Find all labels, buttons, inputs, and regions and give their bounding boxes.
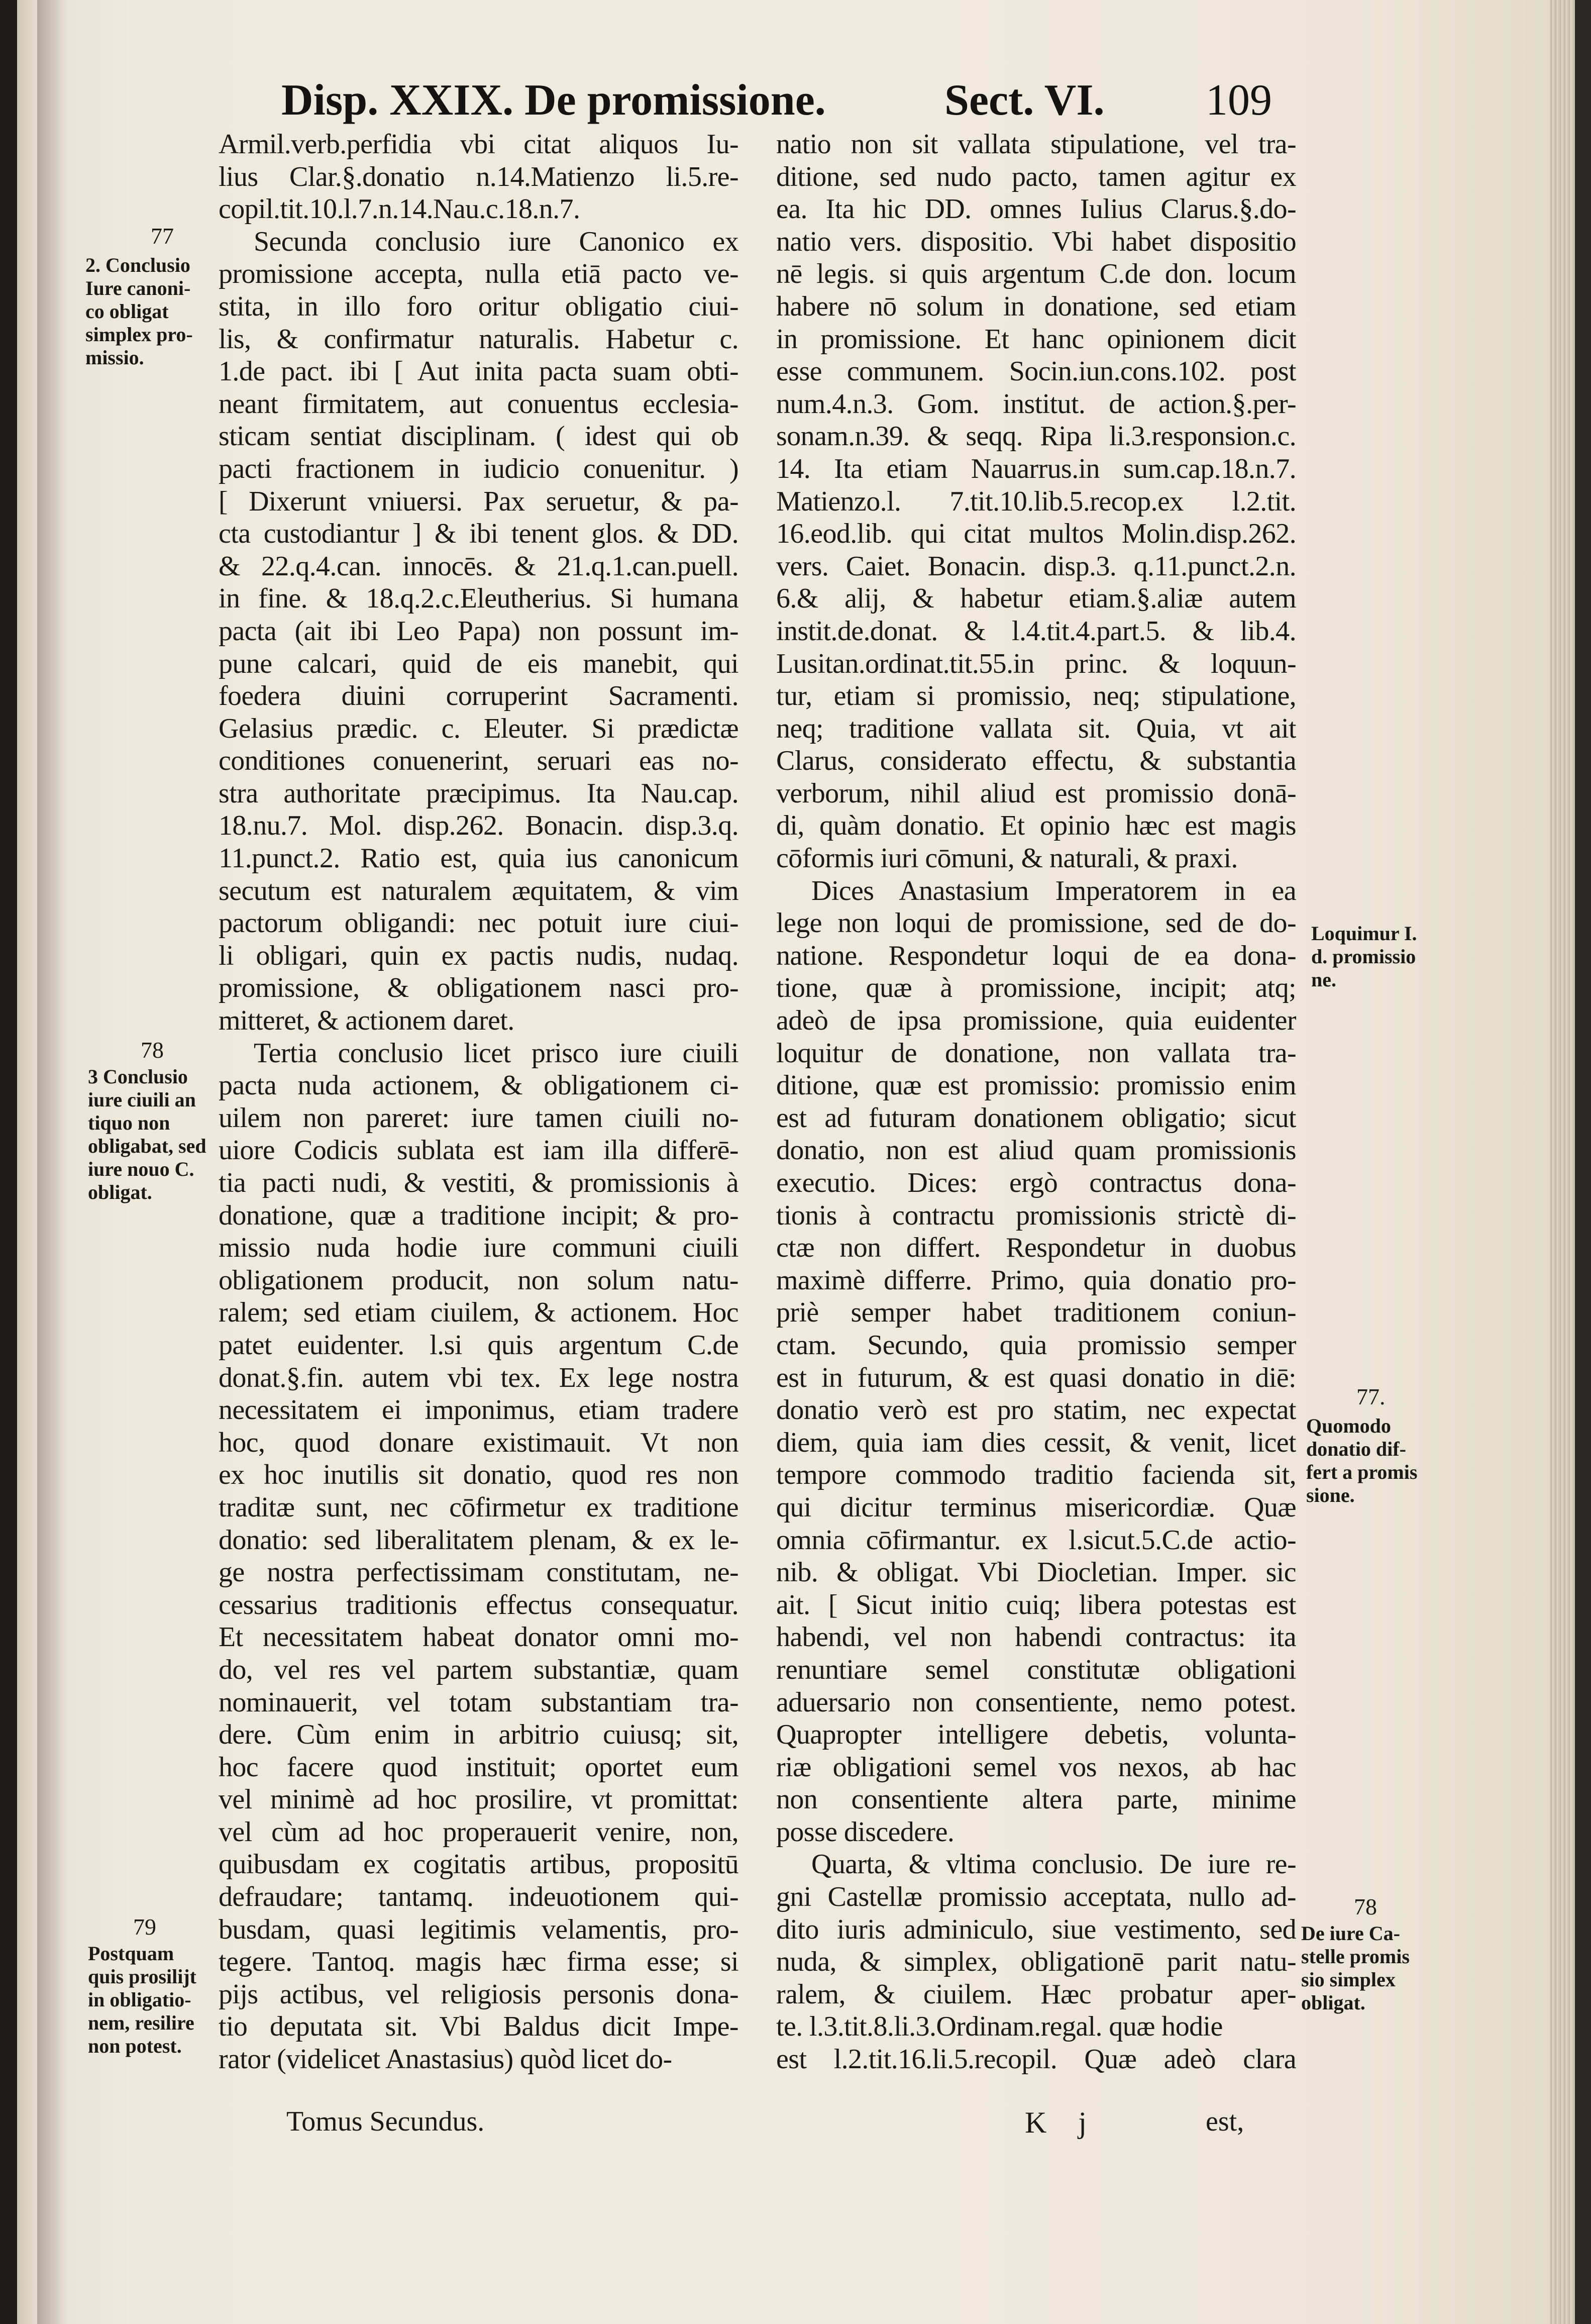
text-line: hoc, quod donare existimauit. Vt non — [219, 1427, 738, 1458]
text-line: adeò de ipsa promissione, quia euidenter — [776, 1005, 1296, 1037]
text-line: [ Dixerunt vniuersi. Pax seruetur, & pa- — [219, 485, 738, 517]
text-line: cōformis iuri cōmuni, & naturali, & praxi. — [776, 843, 1238, 874]
margin-note-number: 78 — [141, 1037, 164, 1063]
text-line: ex hoc inutilis sit donatio, quod res non — [219, 1459, 738, 1491]
text-line: 1.de pact. ibi [ Aut inita pacta suam obti- — [219, 356, 738, 387]
text-line: mitteret, & actionem daret. — [219, 1005, 514, 1037]
text-line: pune calcari, quid de eis manebit, qui — [219, 648, 738, 679]
facing-page-edge — [17, 0, 37, 2324]
text-line: 11.punct.2. Ratio est, quia ius canonicum — [219, 843, 738, 874]
text-line: ctam. Secundo, quia promissio semper — [776, 1329, 1296, 1361]
text-line: nē legis. si quis argentum C.de don. locum — [776, 258, 1296, 290]
text-line: ge nostra perfectissimam constitutam, ne- — [219, 1557, 738, 1588]
text-line: sonam.n.39. & seqq. Ripa li.3.responsion.c. — [776, 421, 1296, 452]
text-line: dito iuris adminiculo, siue vestimento, sed — [776, 1913, 1296, 1945]
text-line: do, vel res vel partem substantiæ, quam — [219, 1654, 738, 1685]
text-line: conditiones conuenerint, seruari eas no- — [219, 745, 738, 777]
margin-note: 2. Conclusio Iure canoni- co obligat simplex pro- missio. — [85, 254, 193, 369]
text-line: ctæ non differt. Respondetur in duobus — [776, 1232, 1296, 1264]
text-line: ralem, & ciuilem. Hæc probatur aper- — [776, 1978, 1296, 2010]
text-line: busdam, quasi legitimis velamentis, pro- — [219, 1913, 738, 1945]
text-line: ea. Ita hic DD. omnes Iulius Clarus.§.do- — [776, 193, 1296, 225]
text-line: donatio, non est aliud quam promissionis — [776, 1135, 1296, 1166]
text-line: vel minimè ad hoc prosilire, vt promittat: — [219, 1784, 738, 1815]
text-line: 6.& alij, & habetur etiam.§.aliæ autem — [776, 583, 1296, 615]
text-line: promissione accepta, nulla etiā pacto ve- — [219, 258, 738, 290]
text-line: in fine. & 18.q.2.c.Eleutherius. Si humana — [219, 583, 738, 615]
text-line: lege non loqui de promissione, sed de do- — [776, 907, 1296, 939]
margin-note-number: 79 — [133, 1914, 156, 1940]
background-edge — [1575, 0, 1591, 2324]
text-line: tempore commodo traditio facienda sit, — [776, 1459, 1296, 1491]
text-line: ditione, sed nudo pacto, tamen agitur ex — [776, 161, 1296, 192]
text-line: tegere. Tantoq. magis hæc firma esse; si — [219, 1946, 738, 1978]
text-line: vers. Caiet. Bonacin. disp.3. q.11.punct.2.n. — [776, 550, 1296, 582]
margin-note: Loquimur I. d. promissio ne. — [1311, 922, 1417, 991]
text-line: & 22.q.4.can. innocēs. & 21.q.1.can.puell. — [219, 550, 738, 582]
text-line: stita, in illo foro oritur obligatio ciui- — [219, 290, 738, 322]
text-line: qui dicitur terminus misericordiæ. Quæ — [776, 1491, 1296, 1523]
text-line: copil.tit.10.l.7.n.14.Nau.c.18.n.7. — [219, 193, 580, 225]
text-line: uilem non pareret: iure tamen ciuili no- — [219, 1102, 738, 1134]
text-line: 18.nu.7. Mol. disp.262. Bonacin. disp.3.q. — [219, 810, 738, 842]
margin-note: Quomodo donatio dif- fert a promis sione. — [1306, 1414, 1418, 1506]
text-line: habere nō solum in donatione, sed etiam — [776, 290, 1296, 322]
text-line: Lusitan.ordinat.tit.55.in princ. & loquun- — [776, 648, 1296, 679]
text-line: li obligari, quin ex pactis nudis, nudaq. — [219, 940, 738, 971]
text-line: cta custodiantur ] & ibi tenent glos. & DD. — [219, 518, 738, 550]
page-number: 109 — [1206, 76, 1272, 125]
text-line: Secunda conclusio iure Canonico ex — [254, 226, 738, 257]
margin-note: De iure Ca- stelle promis sio simplex obligat. — [1301, 1922, 1410, 2014]
text-line: missio nuda hodie iure communi ciuili — [219, 1232, 738, 1264]
text-line: est l.2.tit.16.li.5.recopil. Quæ adeò clara — [776, 2044, 1296, 2075]
text-line: nuda, & simplex, obligationē parit natu- — [776, 1946, 1296, 1978]
text-line: secutum est naturalem æquitatem, & vim — [219, 875, 738, 906]
text-line: pacta (ait ibi Leo Papa) non possunt im- — [219, 615, 738, 647]
text-line: te. l.3.tit.8.li.3.Ordinam.regal. quæ hodie — [776, 2011, 1223, 2043]
gutter-shadow — [37, 0, 67, 2324]
text-line: loquitur de donatione, non vallata tra- — [776, 1037, 1296, 1069]
text-line: Et necessitatem habeat donator omni mo- — [219, 1622, 738, 1653]
text-line: non consentiente altera parte, minime — [776, 1784, 1296, 1815]
text-line: tione, quæ à promissione, incipit; atq; — [776, 972, 1296, 1004]
text-line: rator (videlicet Anastasius) quòd licet do- — [219, 2044, 672, 2075]
text-line: pactorum obligandi: nec potuit iure ciui- — [219, 907, 738, 939]
text-line: tia pacti nudi, & vestiti, & promissionis à — [219, 1167, 738, 1198]
text-line: patet euidenter. l.si quis argentum C.de — [219, 1329, 738, 1361]
catchword: est, — [1206, 2106, 1244, 2137]
text-line: 16.eod.lib. qui citat multos Molin.disp.262. — [776, 518, 1296, 550]
margin-note: 3 Conclusio iure ciuili an tiquo non obligabat, sed iure nouo C. obligat. — [88, 1065, 206, 1203]
text-line: habendi, vel non habendi contractus: ita — [776, 1622, 1296, 1653]
text-line: lius Clar.§.donatio n.14.Matienzo li.5.re- — [219, 161, 738, 192]
text-line: tio deputata sit. Vbi Baldus dicit Impe- — [219, 2011, 738, 2043]
text-line: donatione, quæ a traditione incipit; & pro- — [219, 1199, 738, 1231]
text-line: est in futurum, & est quasi donatio in diē: — [776, 1362, 1296, 1393]
text-line: neq; traditione vallata sit. Quia, vt ait — [776, 713, 1296, 744]
text-line: renuntiare semel constitutæ obligationi — [776, 1654, 1296, 1685]
text-line: omnia cōfirmantur. ex l.sicut.5.C.de actio- — [776, 1524, 1296, 1556]
text-line: Quarta, & vltima conclusio. De iure re- — [811, 1849, 1296, 1880]
text-line: dere. Cùm enim in arbitrio cuiusq; sit, — [219, 1719, 738, 1751]
text-line: ralem; sed etiam ciuilem, & actionem. Hoc — [219, 1297, 738, 1329]
text-line: num.4.n.3. Gom. institut. de action.§.per- — [776, 388, 1296, 420]
margin-note: Postquam quis prosilijt in obligatio- nem, resilire non potest. — [88, 1942, 196, 2057]
text-line: traditæ sunt, nec cōfirmetur ex traditione — [219, 1491, 738, 1523]
text-line: natio non sit vallata stipulatione, vel tra- — [776, 129, 1296, 160]
text-line: natione. Respondetur loqui de ea dona- — [776, 940, 1296, 971]
text-line: ait. [ Sicut initio cuiq; libera potestas est — [776, 1589, 1296, 1621]
text-line: riæ obligationi semel vos nexos, ab hac — [776, 1751, 1296, 1783]
margin-note-number: 77. — [1356, 1384, 1386, 1409]
margin-note-number: 77 — [151, 223, 174, 249]
text-line: nib. & obligat. Vbi Diocletian. Imper. sic — [776, 1557, 1296, 1588]
text-line: verborum, nihil aliud est promissio donā- — [776, 777, 1296, 809]
volume-footer: Tomus Secundus. — [286, 2106, 485, 2137]
text-line: Clarus, considerato effectu, & substantia — [776, 745, 1296, 777]
text-line: diem, quia iam dies cessit, & venit, licet — [776, 1427, 1296, 1458]
text-line: instit.de.donat. & l.4.tit.4.part.5. & lib.4. — [776, 615, 1296, 647]
text-line: est ad futuram donationem obligatio; sicut — [776, 1102, 1296, 1134]
text-line: Gelasius prædic. c. Eleuter. Si prædictæ — [219, 713, 738, 744]
text-line: aduersario non consentiente, nemo potest. — [776, 1686, 1296, 1718]
text-line: vel cùm ad hoc properauerit venire, non, — [219, 1816, 738, 1848]
text-line: promissione, & obligationem nasci pro- — [219, 972, 738, 1004]
text-line: ditione, quæ est promissio: promissio enim — [776, 1070, 1296, 1101]
text-line: esse communem. Socin.iun.cons.102. post — [776, 356, 1296, 387]
text-line: Armil.verb.perfidia vbi citat aliquos Iu- — [219, 129, 738, 160]
text-line: priè semper habet traditionem coniun- — [776, 1297, 1296, 1329]
running-head-right: Sect. VI. — [944, 76, 1105, 125]
text-line: pacta nuda actionem, & obligationem ci- — [219, 1070, 738, 1101]
text-line: donatio: sed liberalitatem plenam, & ex le- — [219, 1524, 738, 1556]
text-line: pacti fractionem in iudicio conuenitur. ) — [219, 453, 738, 484]
text-line: executio. Dices: ergò contractus dona- — [776, 1167, 1296, 1198]
text-line: foedera diuini corruperint Sacramenti. — [219, 680, 738, 712]
text-line: Dices Anastasium Imperatorem in ea — [811, 875, 1296, 906]
text-line: in promissione. Et hanc opinionem dicit — [776, 323, 1296, 355]
text-line: pijs actibus, vel religiosis personis dona- — [219, 1978, 738, 2010]
text-line: cessarius traditionis effectus consequatur. — [219, 1589, 738, 1621]
margin-note-number: 78 — [1354, 1894, 1377, 1919]
text-line: nominauerit, vel totam substantiam tra- — [219, 1686, 738, 1718]
text-column-right — [776, 128, 1296, 2076]
text-line: Tertia conclusio licet prisco iure ciuili — [254, 1037, 738, 1069]
text-line: quibusdam ex cogitatis artibus, propositū — [219, 1849, 738, 1880]
text-line: neant firmitatem, aut conuentus ecclesia- — [219, 388, 738, 420]
text-line: tionis à contractu promissionis strictè di- — [776, 1199, 1296, 1231]
text-line: natio vers. dispositio. Vbi habet dispositio — [776, 226, 1296, 257]
text-line: defraudare; tantamq. indeuotionem qui- — [219, 1881, 738, 1913]
binding-shadow — [0, 0, 17, 2324]
text-line: posse discedere. — [776, 1816, 954, 1848]
text-line: di, quàm donatio. Et opinio hæc est magis — [776, 810, 1296, 842]
text-line: Matienzo.l. 7.tit.10.lib.5.recop.ex l.2.tit. — [776, 485, 1296, 517]
text-line: sticam sentiat disciplinam. ( idest qui ob — [219, 421, 738, 452]
text-line: lis, & confirmatur naturalis. Habetur c. — [219, 323, 738, 355]
text-line: uiore Codicis sublata est iam illa differē- — [219, 1135, 738, 1166]
text-line: necessitatem ei imponimus, etiam tradere — [219, 1394, 738, 1426]
text-column-left — [219, 128, 738, 2076]
text-line: hoc facere quod instituit; oportet eum — [219, 1751, 738, 1783]
text-line: maximè differre. Primo, quia donatio pro- — [776, 1264, 1296, 1296]
signature-mark: K j — [1025, 2106, 1099, 2139]
running-head-left: Disp. XXIX. De promissione. — [281, 76, 826, 125]
text-line: tur, etiam si promissio, neq; stipulatione, — [776, 680, 1296, 712]
text-line: 14. Ita etiam Nauarrus.in sum.cap.18.n.7. — [776, 453, 1296, 484]
text-line: stra authoritate præcipimus. Ita Nau.cap. — [219, 777, 738, 809]
text-line: donatio verò est pro statim, nec expectat — [776, 1394, 1296, 1426]
text-line: obligationem producit, non solum natu- — [219, 1264, 738, 1296]
text-line: gni Castellæ promissio acceptata, nullo ad- — [776, 1881, 1296, 1913]
text-line: donat.§.fin. autem vbi tex. Ex lege nostra — [219, 1362, 738, 1393]
text-line: Quapropter intelligere debetis, volunta- — [776, 1719, 1296, 1751]
